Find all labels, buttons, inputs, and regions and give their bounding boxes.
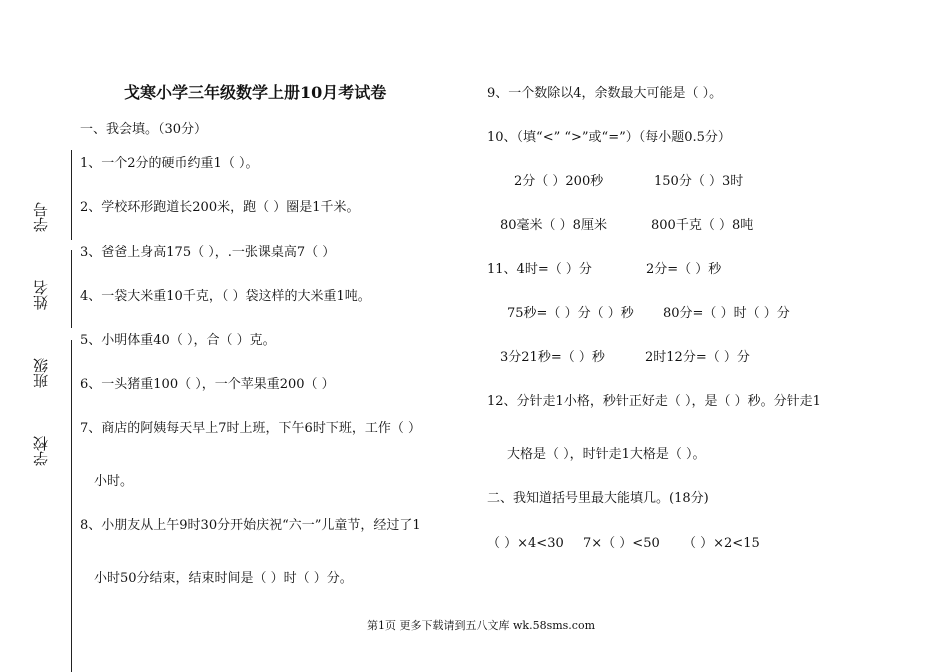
question-11-item-b: 2分=（ ）秒 [646, 262, 722, 277]
question-1: 1、一个2分的硬币约重1（ ）。 [80, 156, 259, 171]
section1-heading: 一、我会填。（30分） [80, 122, 208, 137]
name-label: 姓名 [32, 280, 50, 310]
question-10: 10、（填“<” “>”或“=”）（每小题0.5分） [487, 130, 731, 145]
question-7-line2: 小时。 [94, 474, 134, 489]
question-8-line2: 小时50分结束，结束时间是（ ）时（ ）分。 [94, 571, 353, 586]
question-10-item-d: 800千克（ ）8吨 [651, 218, 754, 233]
section2-item-b: 7×（ ）<50 [583, 536, 660, 551]
page-footer: 第1页 更多下载请到五八文库 wk.58sms.com [367, 619, 595, 632]
question-9: 9、一个数除以4，余数最大可能是（ ）。 [487, 86, 723, 101]
question-5: 5、小明体重40（ ），合（ ）克。 [80, 333, 276, 348]
question-11-item-c: 75秒=（ ）分（ ）秒 [507, 306, 634, 321]
question-12-line1: 12、分针走1小格，秒针正好走（ ），是（ ）秒。分针走1 [487, 394, 821, 409]
question-2: 2、学校环形跑道长200米，跑（ ）圈是1千米。 [80, 200, 360, 215]
page-title: 戈寒小学三年级数学上册10月考试卷 [124, 83, 387, 102]
binding-line [71, 360, 72, 672]
question-7-line1: 7、商店的阿姨每天早上7时上班，下午6时下班，工作（ ） [80, 421, 421, 436]
question-11-item-a: 11、4时=（ ）分 [487, 262, 592, 277]
question-8-line1: 8、小朋友从上午9时30分开始庆祝“六一”儿童节，经过了1 [80, 518, 421, 533]
question-12-line2: 大格是（ ），时针走1大格是（ ）。 [507, 447, 706, 462]
question-11-item-e: 3分21秒=（ ）秒 [500, 350, 605, 365]
question-11-item-f: 2时12分=（ ）分 [645, 350, 750, 365]
question-10-item-a: 2分（ ）200秒 [514, 174, 604, 189]
question-10-item-c: 80毫米（ ）8厘米 [500, 218, 607, 233]
question-11-item-d: 80分=（ ）时（ ）分 [663, 306, 790, 321]
section2-heading: 二、我知道括号里最大能填几。(18分) [487, 491, 709, 506]
section2-item-a: （ ）×4<30 [487, 536, 564, 551]
question-4: 4、一袋大米重10千克，（ ）袋这样的大米重1吨。 [80, 289, 371, 304]
student-no-label: 学号 [32, 202, 50, 232]
student-no-blank [71, 150, 72, 240]
question-6: 6、一头猪重100（ ），一个苹果重200（ ） [80, 377, 335, 392]
class-label: 班级 [32, 358, 50, 388]
question-10-item-b: 150分（ ）3时 [654, 174, 744, 189]
section2-item-c: （ ）×2<15 [683, 536, 760, 551]
binding-sidebar [26, 150, 56, 480]
name-blank [71, 250, 72, 328]
question-3: 3、爸爸上身高175（ ），.一张课桌高7（ ） [80, 245, 336, 260]
school-label: 学校 [32, 436, 50, 466]
